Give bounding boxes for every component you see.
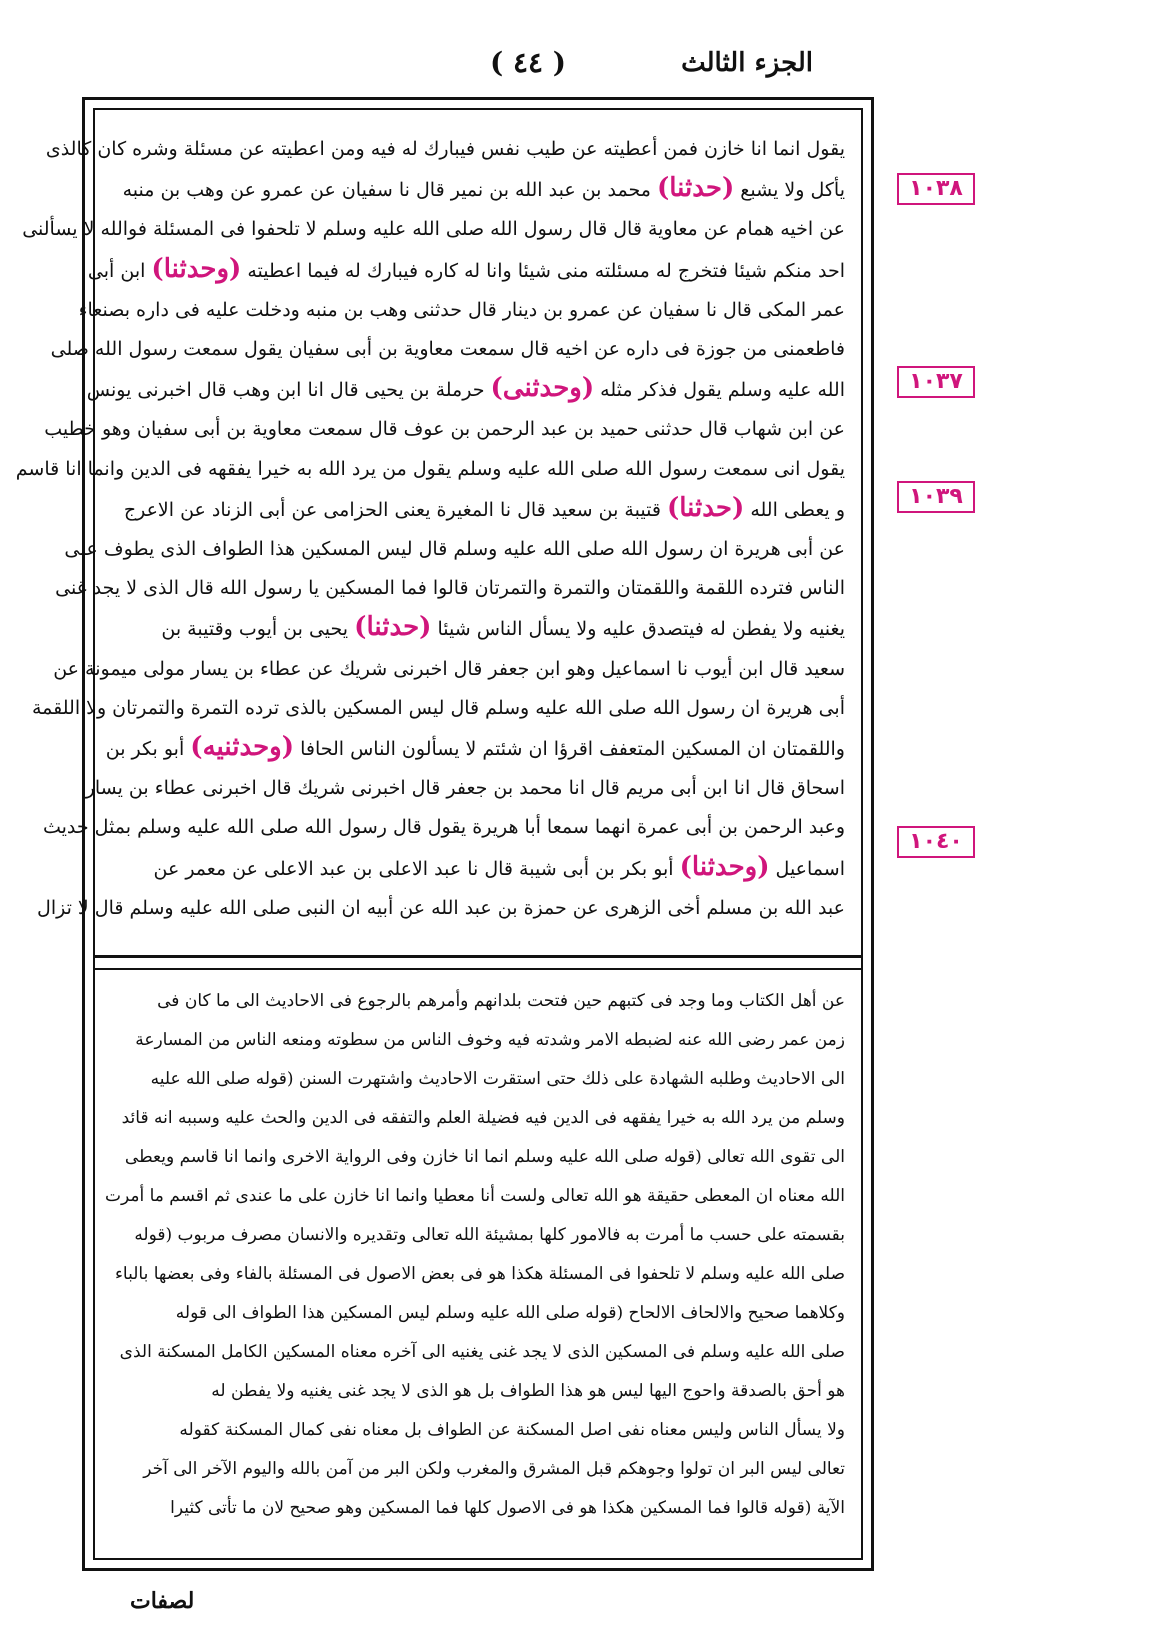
page-frame	[15, 97, 874, 1571]
hadith-line: احد منكم شيئا فتخرج له مسئلته منى شيئا وانا له كاره فيبارك له فيما اعطيته (وحدثنا) ابن أبى	[87, 253, 845, 284]
hadith-number-1039: ١٠٣٩	[897, 481, 975, 513]
commentary-line: صلى الله عليه وسلم فى المسكين الذى لا يجد غنى يغنيه الى آخره معناه المسكين الكامل المسكنة الذى	[119, 1342, 845, 1362]
hadith-line: واللقمتان ان المسكين المتعفف اقرؤا ان شئتم لا يسألون الناس الحافا (وحدثنيه) أبو بكر بن	[105, 732, 845, 763]
hadith-line: عمر المكى قال نا سفيان عن عمرو بن دينار قال حدثنى وهب بن منبه ودخلت عليه فى داره بصنعاء	[78, 298, 845, 321]
page-number: ( ٤٤ )	[489, 46, 567, 79]
hadith-line: يقول انى سمعت رسول الله صلى الله عليه وسلم يقول من يرد الله به خيرا يفقهه فى الدين وانما انا قاسم	[15, 457, 845, 480]
commentary-line: تعالى ليس البر ان تولوا وجوهكم قبل المشرق والمغرب ولكن البر من آمن بالله واليوم الآخر الى آخر	[143, 1459, 845, 1479]
commentary-line: عن أهل الكتاب وما وجد فى كتبهم حين فتحت بلدانهم وأمرهم بالرجوع فى الاحاديث الى ما كان فى	[157, 991, 845, 1011]
commentary-line: وسلم من يرد الله به خيرا يفقهه فى الدين فيه فضيلة العلم والتفقه فى الدين والحث عليه وسببه انه قائد	[121, 1108, 845, 1128]
hadith-line: أبى هريرة ان رسول الله صلى الله عليه وسلم قال ليس المسكين بالذى ترده التمرة والتمرتان ولا اللقمة	[31, 696, 845, 719]
commentary-line: زمن عمر رضى الله عنه لضبطه الامر وشدته فيه وخوف الناس من سطوته ومنعه الناس من المسارعة	[135, 1030, 845, 1050]
commentary-line: صلى الله عليه وسلم لا تلحفوا فى المسئلة هكذا هو فى بعض الاصول فى المسئلة بالفاء وفى بعضها بالباء	[114, 1264, 845, 1284]
commentary-line: وكلاهما صحيح والالحاف الالحاح (قوله صلى الله عليه وسلم ليس المسكين هذا الطواف الى قوله	[175, 1303, 845, 1323]
commentary-line: الى الاحاديث وطلبه الشهادة على ذلك حتى استقرت الاحاديث واشتهرت السنن (قوله صلى الله عليه	[150, 1069, 845, 1089]
hadith-line: عن أبى هريرة ان رسول الله صلى الله عليه وسلم قال ليس المسكين هذا الطواف الذى يطوف على	[64, 538, 845, 561]
hadith-line: الناس فترده اللقمة واللقمتان والتمرة والتمرتان قالوا فما المسكين يا رسول الله قال الذى لا يجد غنى	[55, 577, 845, 600]
hadith-line: عبد الله بن مسلم أخى الزهرى عن حمزة بن عبد الله عن أبيه ان النبى صلى الله عليه وسلم قال لا تزال	[37, 896, 845, 919]
page-frame-inner	[15, 108, 863, 1560]
hadith-text	[15, 130, 845, 930]
commentary-line: الى تقوى الله تعالى (قوله صلى الله عليه وسلم انما انا خازن وفى الرواية الاخرى وانما انا قاسم ويعطى	[124, 1147, 845, 1167]
hadith-line: سعيد قال ابن أيوب نا اسماعيل وهو ابن جعفر قال اخبرنى شريك عن عطاء بن يسار مولى ميمونة عن	[53, 657, 845, 680]
hadith-line: وعبد الرحمن بن أبى عمرة انهما سمعا أبا هريرة يقول قال رسول الله صلى الله عليه وسلم بمثل حديث	[42, 816, 845, 839]
commentary-text	[104, 982, 845, 1552]
hadith-number-1040: ١٠٤٠	[897, 826, 975, 858]
hadith-line: الله عليه وسلم يقول فذكر مثله (وحدثنى) حرملة بن يحيى قال انا ابن وهب قال اخبرنى يونس	[86, 373, 845, 404]
section-divider	[95, 955, 861, 970]
commentary-line: الله معناه ان المعطى حقيقة هو الله تعالى ولست أنا معطيا وانما انا خازن على ما عندى ثم اقسم ما أمرت	[104, 1186, 845, 1206]
hadith-line: و يعطى الله (حدثنا) قتيبة بن سعيد قال نا المغيرة يعنى الحزامى عن أبى الزناد عن الاعرج	[123, 492, 845, 523]
hadith-number-1038: ١٠٣٨	[897, 173, 975, 205]
part-heading: الجزء الثالث	[681, 48, 813, 78]
hadith-line: يأكل ولا يشبع (حدثنا) محمد بن عبد الله بن نمير قال نا سفيان عن عمرو عن وهب بن منبه	[122, 173, 845, 204]
hadith-line: عن ابن شهاب قال حدثنى حميد بن عبد الرحمن بن عوف قال سمعت معاوية بن أبى سفيان وهو خطيب	[44, 418, 845, 441]
commentary-line: الآية (قوله قالوا فما المسكين هكذا هو فى الاصول كلها فما المسكين وهو صحيح لان ما تأتى كثيرا	[170, 1498, 845, 1518]
hadith-line: اسحاق قال انا ابن أبى مريم قال انا محمد بن جعفر قال اخبرنى شريك قال اخبرنى عطاء بن يسار	[85, 777, 845, 800]
commentary-line: هو أحق بالصدقة واحوج اليها ليس هو هذا الطواف بل هو الذى لا يجد غنى يغنيه ولا يفطن له	[211, 1381, 845, 1401]
hadith-number-1037: ١٠٣٧	[897, 366, 975, 398]
commentary-line: بقسمته على حسب ما أمرت به فالامور كلها بمشيئة الله تعالى وتقديره والانسان مصرف مربوب (قوله	[134, 1225, 845, 1245]
commentary-line: ولا يسأل الناس وليس معناه نفى اصل المسكنة عن الطواف بل معناه نفى كمال المسكنة كقوله	[179, 1420, 845, 1440]
catchword: لصفات	[130, 1588, 195, 1614]
hadith-line: يقول انما انا خازن فمن أعطيته عن طيب نفس فيبارك له فيه ومن اعطيته عن مسئلة وشره كان كالذى	[45, 138, 845, 160]
hadith-line: يغنيه ولا يفطن له فيتصدق عليه ولا يسأل الناس شيئا (حدثنا) يحيى بن أيوب وقتيبة بن	[161, 612, 845, 643]
hadith-line: فاطعمنى من جوزة فى داره عن اخيه قال سمعت معاوية بن أبى سفيان يقول سمعت رسول الله صلى	[50, 338, 845, 361]
hadith-line: عن اخيه همام عن معاوية قال قال رسول الله صلى الله عليه وسلم لا تلحفوا فى المسئلة فوالله لا يسألنى	[22, 218, 845, 241]
hadith-line: اسماعيل (وحدثنا) أبو بكر بن أبى شيبة قال نا عبد الاعلى بن عبد الاعلى عن معمر عن	[153, 851, 845, 882]
